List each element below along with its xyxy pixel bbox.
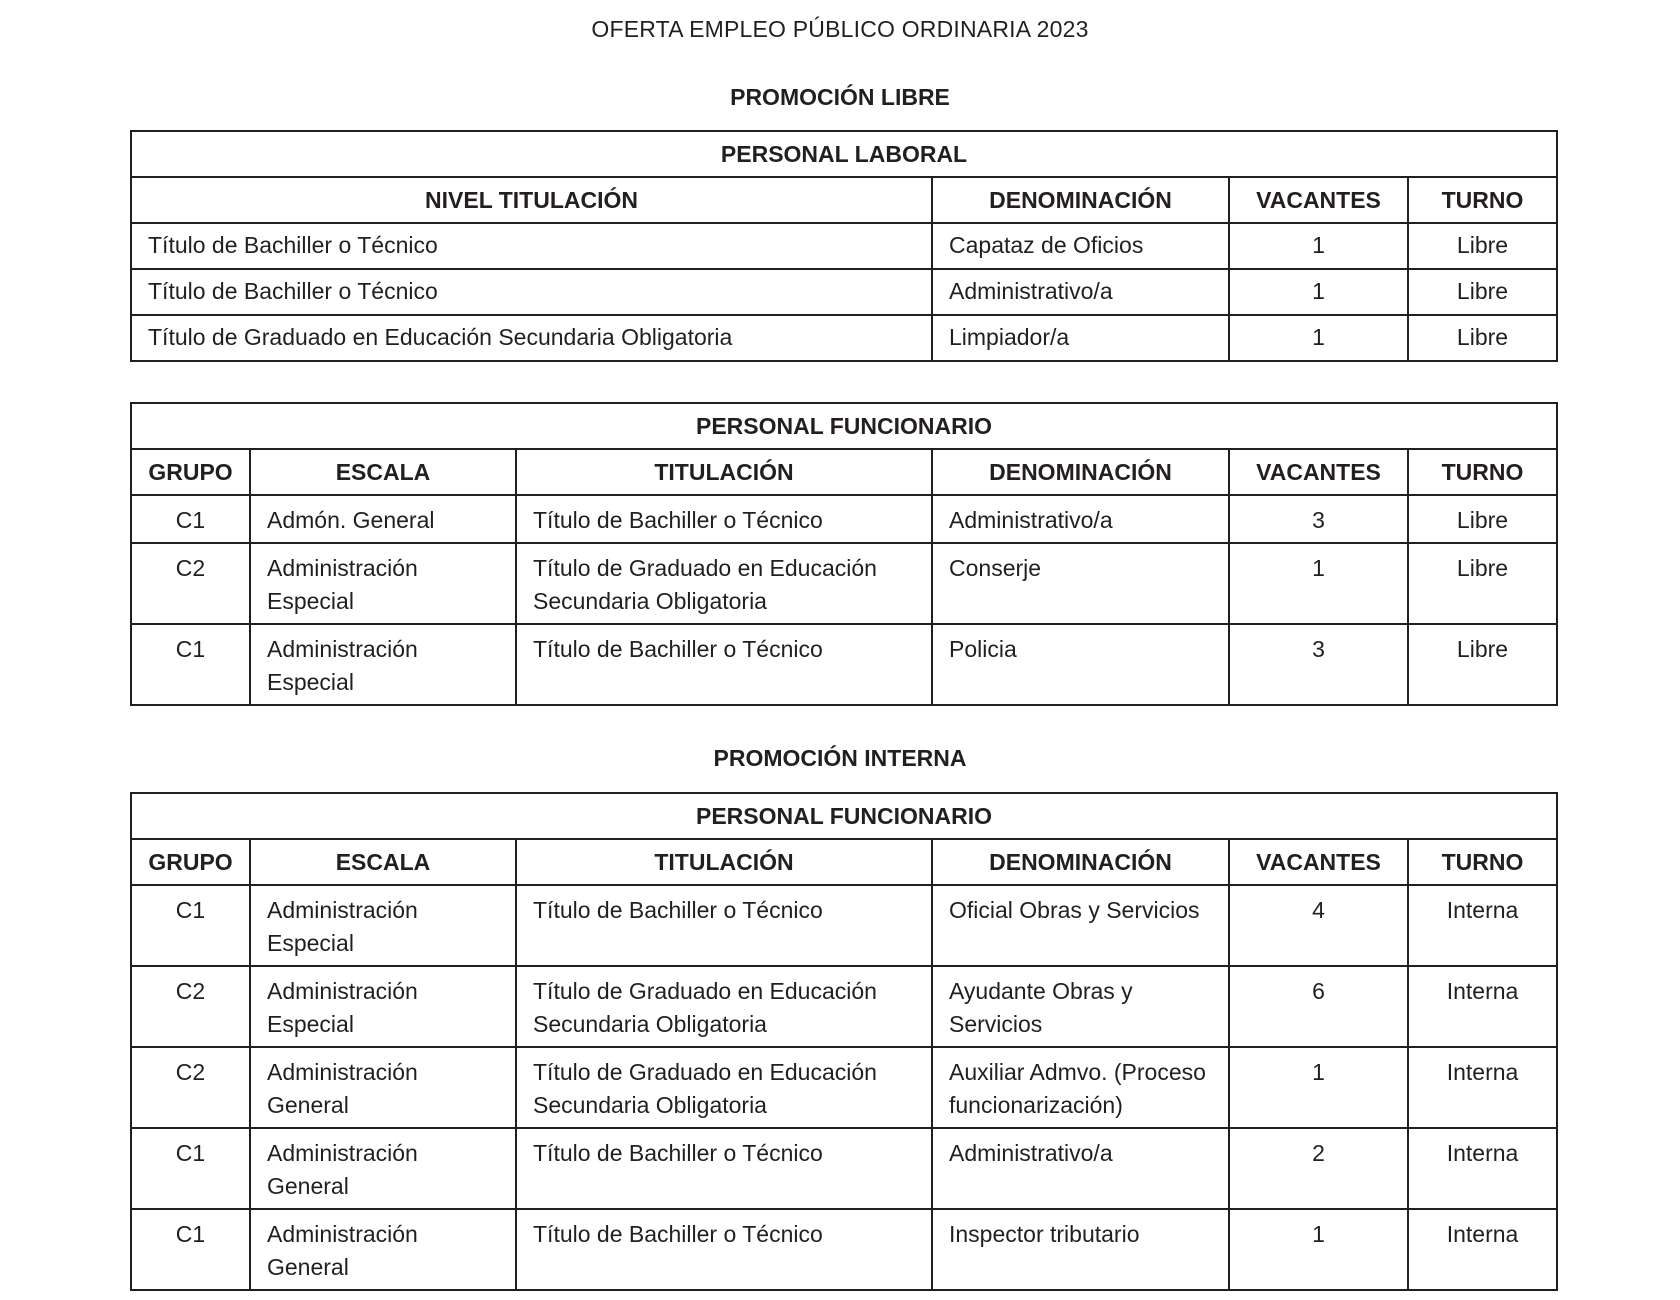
- table-personal-funcionario-interna: [130, 792, 1558, 1291]
- column-header-grupo: GRUPO: [131, 839, 250, 885]
- table-heading: PERSONAL LABORAL: [131, 131, 1557, 177]
- cell-escala: Administración General: [250, 1128, 516, 1209]
- table-row: [131, 223, 1557, 269]
- cell-escala: Administración Especial: [250, 543, 516, 624]
- table-heading: PERSONAL FUNCIONARIO: [131, 403, 1557, 449]
- cell-grupo: C1: [131, 1128, 250, 1209]
- table-personal-funcionario-libre: [130, 402, 1558, 706]
- cell-vacantes: 1: [1229, 223, 1408, 269]
- table-row: [131, 966, 1557, 1047]
- cell-turno: Libre: [1408, 495, 1557, 543]
- cell-escala: Administración General: [250, 1047, 516, 1128]
- table-body: [131, 885, 1557, 1290]
- cell-grupo: C2: [131, 966, 250, 1047]
- table-row: [131, 1209, 1557, 1290]
- table-row: [131, 1047, 1557, 1128]
- cell-denominacion: Auxiliar Admvo. (Proceso funcionarización): [932, 1047, 1229, 1128]
- cell-turno: Interna: [1408, 1047, 1557, 1128]
- table-row: [131, 495, 1557, 543]
- column-header-turno: TURNO: [1408, 839, 1557, 885]
- cell-escala: Administración Especial: [250, 885, 516, 966]
- cell-turno: Libre: [1408, 315, 1557, 361]
- cell-titulacion: Título de Bachiller o Técnico: [516, 1209, 932, 1290]
- cell-turno: Interna: [1408, 1128, 1557, 1209]
- cell-grupo: C1: [131, 495, 250, 543]
- table-row: [131, 543, 1557, 624]
- cell-titulacion: Título de Bachiller o Técnico: [516, 495, 932, 543]
- cell-denominacion: Capataz de Oficios: [932, 223, 1229, 269]
- table-body: [131, 495, 1557, 705]
- cell-grupo: C2: [131, 1047, 250, 1128]
- column-header-escala: ESCALA: [250, 449, 516, 495]
- cell-vacantes: 2: [1229, 1128, 1408, 1209]
- cell-vacantes: 1: [1229, 269, 1408, 315]
- cell-denominacion: Conserje: [932, 543, 1229, 624]
- cell-turno: Libre: [1408, 269, 1557, 315]
- cell-escala: Administración Especial: [250, 624, 516, 705]
- cell-titulacion: Título de Bachiller o Técnico: [516, 885, 932, 966]
- cell-denominacion: Limpiador/a: [932, 315, 1229, 361]
- cell-nivel: Título de Graduado en Educación Secundaria Obligatoria: [131, 315, 932, 361]
- table-row: [131, 269, 1557, 315]
- cell-denominacion: Policia: [932, 624, 1229, 705]
- cell-escala: Administración General: [250, 1209, 516, 1290]
- cell-turno: Interna: [1408, 885, 1557, 966]
- cell-denominacion: Administrativo/a: [932, 269, 1229, 315]
- cell-denominacion: Inspector tributario: [932, 1209, 1229, 1290]
- table-row: [131, 885, 1557, 966]
- cell-titulacion: Título de Bachiller o Técnico: [516, 1128, 932, 1209]
- column-header-titulacion: TITULACIÓN: [516, 449, 932, 495]
- column-header-titulacion: TITULACIÓN: [516, 839, 932, 885]
- section-title-promocion-interna: PROMOCIÓN INTERNA: [713, 745, 967, 771]
- column-header-nivel-titulacion: NIVEL TITULACIÓN: [131, 177, 932, 223]
- column-header-denominacion: DENOMINACIÓN: [932, 449, 1229, 495]
- cell-escala: Administración Especial: [250, 966, 516, 1047]
- cell-vacantes: 1: [1229, 1047, 1408, 1128]
- column-header-escala: ESCALA: [250, 839, 516, 885]
- cell-vacantes: 6: [1229, 966, 1408, 1047]
- table-row: [131, 315, 1557, 361]
- cell-turno: Interna: [1408, 1209, 1557, 1290]
- cell-grupo: C1: [131, 624, 250, 705]
- cell-grupo: C2: [131, 543, 250, 624]
- column-header-turno: TURNO: [1408, 177, 1557, 223]
- cell-turno: Interna: [1408, 966, 1557, 1047]
- cell-escala: Admón. General: [250, 495, 516, 543]
- cell-vacantes: 1: [1229, 543, 1408, 624]
- cell-vacantes: 1: [1229, 315, 1408, 361]
- cell-turno: Libre: [1408, 543, 1557, 624]
- section-title-promocion-libre: PROMOCIÓN LIBRE: [730, 84, 950, 110]
- table-row: [131, 624, 1557, 705]
- cell-denominacion: Administrativo/a: [932, 495, 1229, 543]
- column-header-grupo: GRUPO: [131, 449, 250, 495]
- cell-vacantes: 3: [1229, 495, 1408, 543]
- column-header-vacantes: VACANTES: [1229, 839, 1408, 885]
- cell-turno: Libre: [1408, 223, 1557, 269]
- cell-grupo: C1: [131, 1209, 250, 1290]
- cell-titulacion: Título de Graduado en Educación Secundaria Obligatoria: [516, 1047, 932, 1128]
- cell-turno: Libre: [1408, 624, 1557, 705]
- cell-vacantes: 3: [1229, 624, 1408, 705]
- cell-vacantes: 1: [1229, 1209, 1408, 1290]
- cell-titulacion: Título de Graduado en Educación Secundaria Obligatoria: [516, 966, 932, 1047]
- column-header-vacantes: VACANTES: [1229, 177, 1408, 223]
- table-row: [131, 1128, 1557, 1209]
- cell-denominacion: Administrativo/a: [932, 1128, 1229, 1209]
- cell-denominacion: Ayudante Obras y Servicios: [932, 966, 1229, 1047]
- table-personal-laboral: [130, 130, 1558, 362]
- cell-grupo: C1: [131, 885, 250, 966]
- cell-titulacion: Título de Graduado en Educación Secundaria Obligatoria: [516, 543, 932, 624]
- column-header-vacantes: VACANTES: [1229, 449, 1408, 495]
- table-heading: PERSONAL FUNCIONARIO: [131, 793, 1557, 839]
- cell-nivel: Título de Bachiller o Técnico: [131, 223, 932, 269]
- column-header-denominacion: DENOMINACIÓN: [932, 177, 1229, 223]
- document-title: OFERTA EMPLEO PÚBLICO ORDINARIA 2023: [591, 16, 1089, 42]
- column-header-denominacion: DENOMINACIÓN: [932, 839, 1229, 885]
- cell-titulacion: Título de Bachiller o Técnico: [516, 624, 932, 705]
- table-body: [131, 223, 1557, 361]
- cell-denominacion: Oficial Obras y Servicios: [932, 885, 1229, 966]
- column-header-turno: TURNO: [1408, 449, 1557, 495]
- cell-nivel: Título de Bachiller o Técnico: [131, 269, 932, 315]
- cell-vacantes: 4: [1229, 885, 1408, 966]
